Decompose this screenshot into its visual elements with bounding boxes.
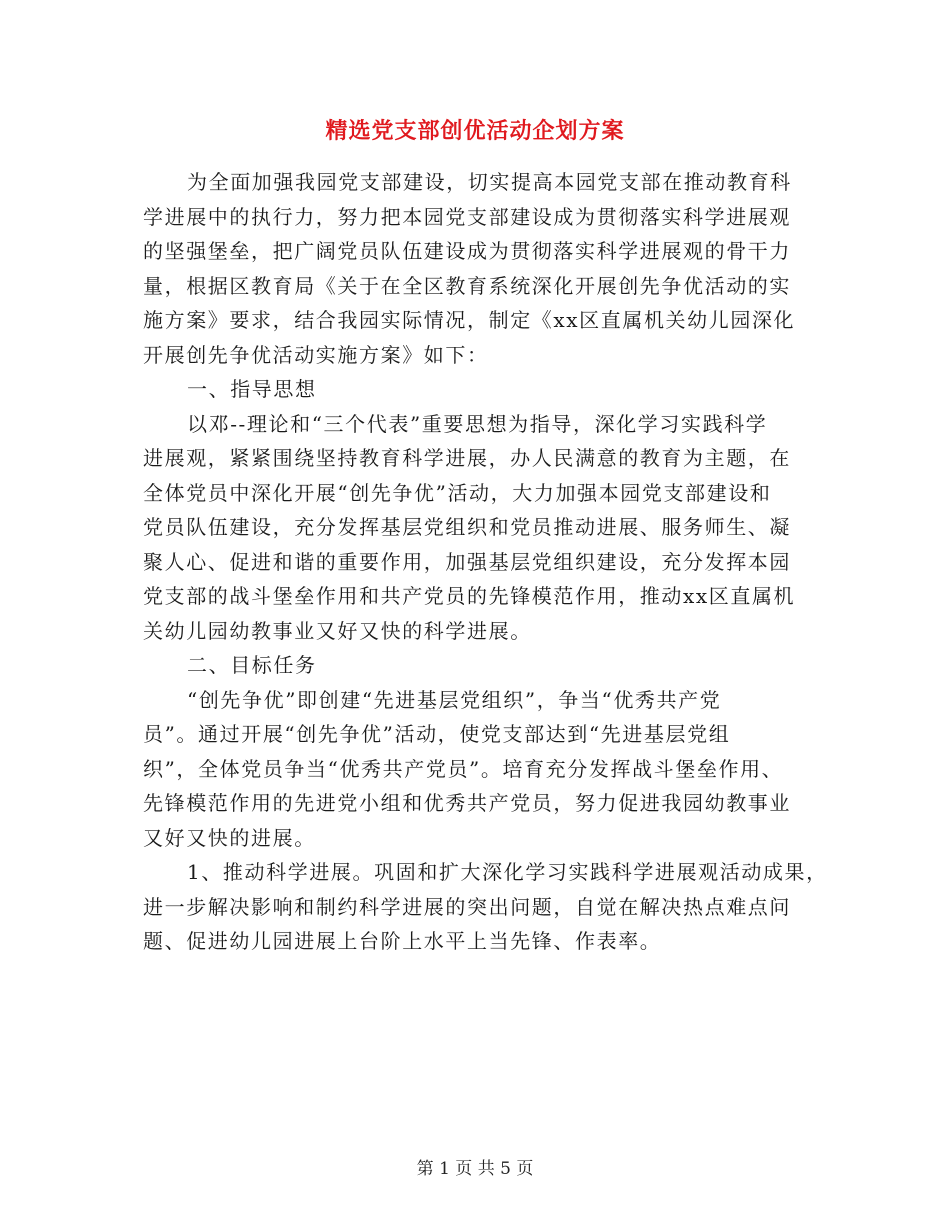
paragraph-line: 学进展中的执行力，努力把本园党支部建设成为贯彻落实科学进展观 — [143, 204, 791, 229]
paragraph-line: 聚人心、促进和谐的重要作用，加强基层党组织建设，充分发挥本园 — [143, 549, 791, 574]
paragraph-line: 全体党员中深化开展“创先争优”活动，大力加强本园党支部建设和 — [143, 480, 772, 505]
paragraph-line: 先锋模范作用的先进党小组和优秀共产党员，努力促进我园幼教事业 — [143, 791, 791, 815]
section-heading: 二、目标任务 — [187, 653, 317, 677]
paragraph-line: 进展观，紧紧围绕坚持教育科学进展，办人民满意的教育为主题，在 — [143, 446, 791, 470]
paragraph-line: 题、促进幼儿园进展上台阶上水平上当先锋、作表率。 — [143, 929, 662, 953]
paragraph-line: 织”，全体党员争当“优秀共产党员”。培育充分发挥战斗堡垒作用、 — [143, 756, 784, 781]
paragraph-line: 关幼儿园幼教事业又好又快的科学进展。 — [143, 618, 532, 643]
paragraph-line: 党员队伍建设，充分发挥基层党组织和党员推动进展、服务师生、凝 — [143, 515, 791, 539]
paragraph-line: 以邓--理论和“三个代表”重要思想为指导，深化学习实践科学 — [187, 411, 768, 436]
paragraph-line: 1、推动科学进展。巩固和扩大深化学习实践科学进展观活动成果， — [187, 860, 828, 884]
document-title: 精选党支部创优活动企划方案 — [325, 119, 625, 144]
paragraph-line: 党支部的战斗堡垒作用和共产党员的先锋模范作用，推动xx区直属机 — [143, 584, 796, 608]
paragraph-line: 进一步解决影响和制约科学进展的突出问题，自觉在解决热点难点问 — [143, 894, 791, 919]
paragraph-line: 开展创先争优活动实施方案》如下： — [143, 342, 489, 367]
paragraph-line: 为全面加强我园党支部建设，切实提高本园党支部在推动教育科 — [187, 170, 792, 194]
document-body — [143, 165, 828, 959]
paragraph-line: 施方案》要求，结合我园实际情况，制定《xx区直属机关幼儿园深化 — [143, 308, 796, 332]
section-heading: 一、指导思想 — [187, 377, 317, 401]
paragraph-line: 员”。通过开展“创先争优”活动，使党支部达到“先进基层党组 — [143, 722, 731, 746]
paragraph-line: 的坚强堡垒，把广阔党员队伍建设成为贯彻落实科学进展观的骨干力 — [143, 239, 791, 263]
paragraph-line: 量，根据区教育局《关于在全区教育系统深化开展创先争优活动的实 — [143, 273, 791, 298]
paragraph-line: “创先争优”即创建“先进基层党组织”，争当“优秀共产党 — [187, 687, 722, 712]
page-number: 第 1 页 共 5 页 — [416, 1159, 534, 1179]
paragraph-line: 又好又快的进展。 — [143, 825, 316, 850]
